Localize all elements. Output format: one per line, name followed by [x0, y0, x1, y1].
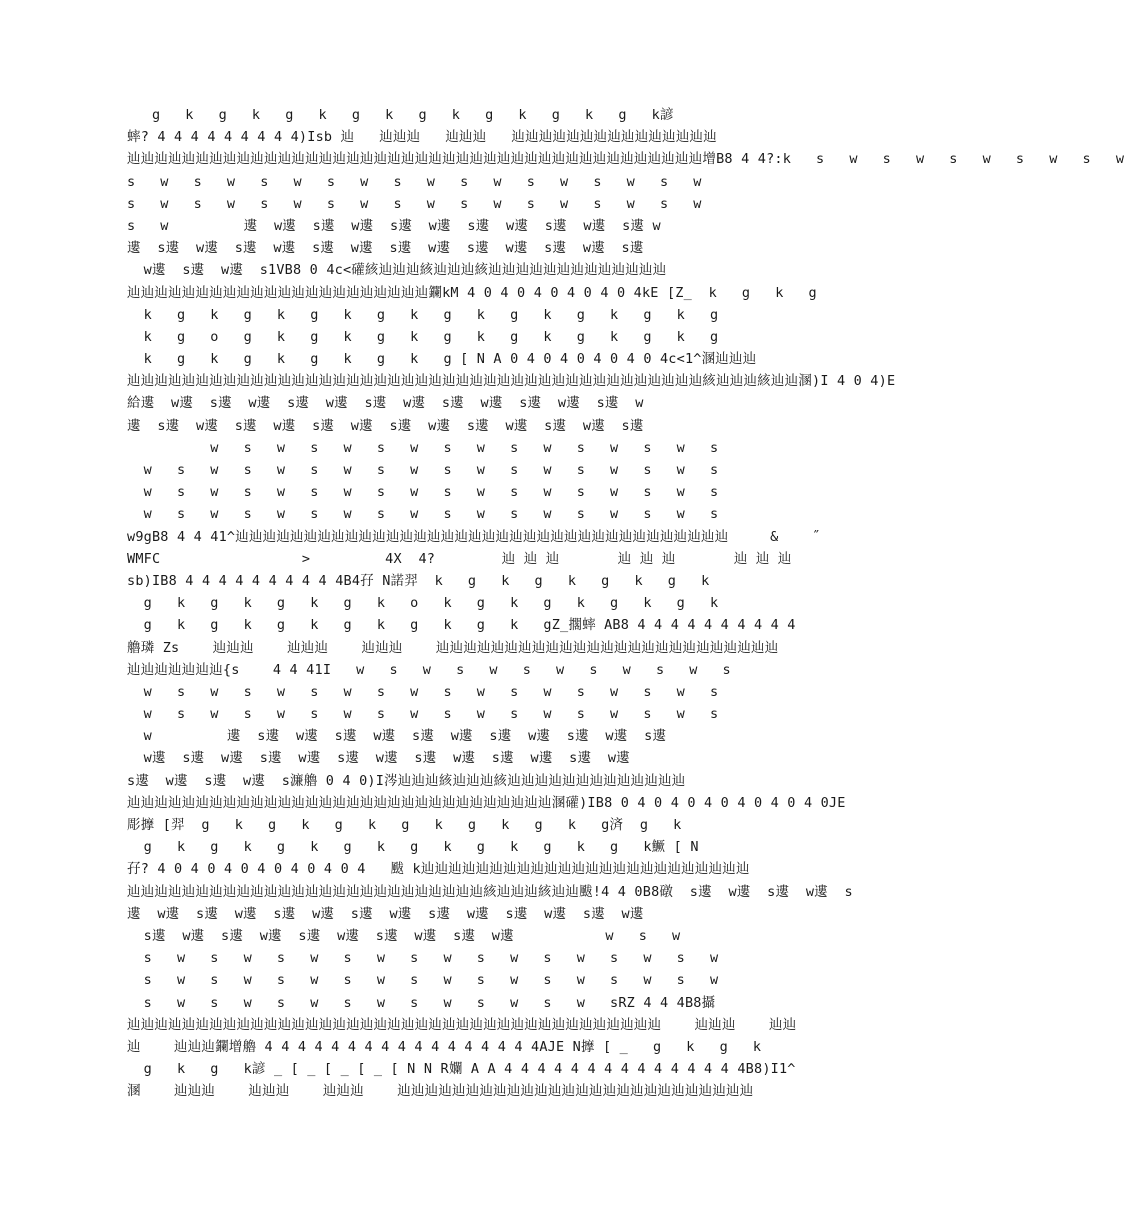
text-line: s遱 w遱 s遱 w遱 s濂艪 0 4 0)I涔辿辿辿絯辿辿辿絯辿辿辿辿辿辿辿辿辿辿辿辿辿	[127, 772, 686, 789]
text-line: s w s w s w s w s w s w s w s w s w	[127, 173, 702, 190]
text-line: 辿辿辿辿辿辿辿辿辿辿辿辿辿辿辿辿辿辿辿辿辿辿鑭kM 4 0 4 0 4 0 4 0 4 0 4kE [Z_ k g k g	[127, 284, 817, 301]
document-page	[127, 104, 1124, 1102]
text-line: 辿辿辿辿辿辿辿辿辿辿辿辿辿辿辿辿辿辿辿辿辿辿辿辿辿辿辿辿辿辿辿辿辿辿辿辿辿辿辿 辿辿辿 辿辿	[127, 1016, 797, 1033]
text-line: w s w s w s w s w s w s w s w s	[127, 439, 719, 456]
text-line: 辿辿辿辿辿辿辿辿辿辿辿辿辿辿辿辿辿辿辿辿辿辿辿辿辿辿辿辿辿辿辿辿辿辿辿辿辿辿辿辿辿辿絯辿辿辿絯辿辿溷)I 4 0 4)E	[127, 373, 896, 390]
text-line: k g k g k g k g k g k g k g k g k g	[127, 306, 719, 323]
text-line: w s w s w s w s w s w s w s w s w s	[127, 683, 719, 700]
text-line: 遱 s遱 w遱 s遱 w遱 s遱 w遱 s遱 w遱 s遱 w遱 s遱 w遱 s遱	[127, 240, 644, 257]
text-line: g k g k g k g k g k g k gZ_擱蟀 AB8 4 4 4 4 4 4 4 4 4 4	[127, 617, 796, 634]
text-line: g k g k諺 _ [ _ [ _ [ _ [ N N R孄 A A 4 4 4 4 4 4 4 4 4 4 4 4 4 4 4B8)I1^	[127, 1061, 796, 1078]
text-line: s遱 w遱 s遱 w遱 s遱 w遱 s遱 w遱 s遱 w遱 w s w	[127, 927, 681, 944]
text-line: 蟀? 4 4 4 4 4 4 4 4 4)Isb 辿 辿辿辿 辿辿辿 辿辿辿辿辿辿辿辿辿辿辿辿辿辿辿	[127, 129, 717, 146]
text-line: w s w s w s w s w s w s w s w s w s	[127, 506, 719, 523]
text-line: 辿辿辿辿辿辿辿辿辿辿辿辿辿辿辿辿辿辿辿辿辿辿辿辿辿辿絯辿辿辿絯辿辿颰!4 4 0B8礅 s遱 w遱 s遱 w遱 s	[127, 883, 853, 900]
text-line: 溷 辿辿辿 辿辿辿 辿辿辿 辿辿辿辿辿辿辿辿辿辿辿辿辿辿辿辿辿辿辿辿辿辿辿辿辿辿	[127, 1083, 754, 1100]
text-line: s w s w s w s w s w s w s w s w s w	[127, 950, 719, 967]
text-line: 給遱 w遱 s遱 w遱 s遱 w遱 s遱 w遱 s遱 w遱 s遱 w遱 s遱 w	[127, 395, 644, 412]
text-line: 辿辿辿辿辿辿辿辿辿辿辿辿辿辿辿辿辿辿辿辿辿辿辿辿辿辿辿辿辿辿辿辿辿辿辿辿辿辿辿辿辿辿增B8 4 4?:k s w s w s w s w s w	[127, 151, 1124, 168]
text-line: 遱 s遱 w遱 s遱 w遱 s遱 w遱 s遱 w遱 s遱 w遱 s遱 w遱 s遱	[127, 417, 644, 434]
text-line: 彫擵 [羿 g k g k g k g k g k g k g済 g k	[127, 817, 682, 833]
text-line: s w s w s w s w s w s w s w s w s w	[127, 195, 702, 212]
text-line: 辿辿辿辿辿辿辿{s 4 4 41I w s w s w s w s w s w s	[127, 661, 731, 678]
text-line: w遱 s遱 w遱 s1VB8 0 4c<礶絯辿辿辿絯辿辿辿絯辿辿辿辿辿辿辿辿辿辿辿辿辿	[127, 262, 667, 279]
text-line: g k g k g k g k g k g k g k g k諺	[127, 107, 674, 123]
text-line: 辿 辿辿辿鑭增艪 4 4 4 4 4 4 4 4 4 4 4 4 4 4 4 4 4AJE N擵 [ _ g k g k	[127, 1038, 762, 1055]
text-line: k g k g k g k g k g [ N A 0 4 0 4 0 4 0 4 0 4c<1^溷辿辿辿	[127, 351, 757, 368]
text-line: w 遱 s遱 w遱 s遱 w遱 s遱 w遱 s遱 w遱 s遱 w遱 s遱	[127, 728, 667, 745]
text-line: k g o g k g k g k g k g k g k g k g	[127, 328, 719, 345]
text-line: w s w s w s w s w s w s w s w s w s	[127, 706, 719, 723]
text-line: w s w s w s w s w s w s w s w s w s	[127, 462, 719, 478]
text-line: sb)IB8 4 4 4 4 4 4 4 4 4 4B4孖 N諾羿 k g k g k g k g k	[127, 572, 710, 589]
text-line: s w s w s w s w s w s w s w s w s w	[127, 972, 719, 989]
text-line: 辿辿辿辿辿辿辿辿辿辿辿辿辿辿辿辿辿辿辿辿辿辿辿辿辿辿辿辿辿辿辿溷礶)IB8 0 4 0 4 0 4 0 4 0 4 0 4 0JE	[127, 794, 846, 811]
text-line: 艪璘 Zs 辿辿辿 辿辿辿 辿辿辿 辿辿辿辿辿辿辿辿辿辿辿辿辿辿辿辿辿辿辿辿辿辿辿辿辿	[127, 639, 779, 656]
text-line: w遱 s遱 w遱 s遱 w遱 s遱 w遱 s遱 w遱 s遱 w遱 s遱 w遱	[127, 750, 630, 767]
text-line: s w s w s w s w s w s w s w sRZ 4 4 4B8攝	[127, 994, 716, 1011]
text-line: g k g k g k g k o k g k g k g k g k	[127, 595, 719, 612]
text-line: 遱 w遱 s遱 w遱 s遱 w遱 s遱 w遱 s遱 w遱 s遱 w遱 s遱 w遱	[127, 905, 644, 922]
text-line: 孖? 4 0 4 0 4 0 4 0 4 0 4 0 4 颰 k辿辿辿辿辿辿辿辿辿辿辿辿辿辿辿辿辿辿辿辿辿辿辿辿	[127, 861, 750, 878]
text-line: w s w s w s w s w s w s w s w s w s	[127, 484, 719, 501]
text-line: g k g k g k g k g k g k g k g k鱖 [ N	[127, 839, 699, 856]
text-line: WMFC > 4X 4? 辿 辿 辿 辿 辿 辿 辿 辿 辿	[127, 550, 792, 567]
text-line: s w 遱 w遱 s遱 w遱 s遱 w遱 s遱 w遱 s遱 w遱 s遱 w	[127, 217, 661, 234]
text-line: w9gB8 4 4 41^辿辿辿辿辿辿辿辿辿辿辿辿辿辿辿辿辿辿辿辿辿辿辿辿辿辿辿辿辿辿辿辿辿辿辿辿 & ˝	[127, 528, 821, 545]
